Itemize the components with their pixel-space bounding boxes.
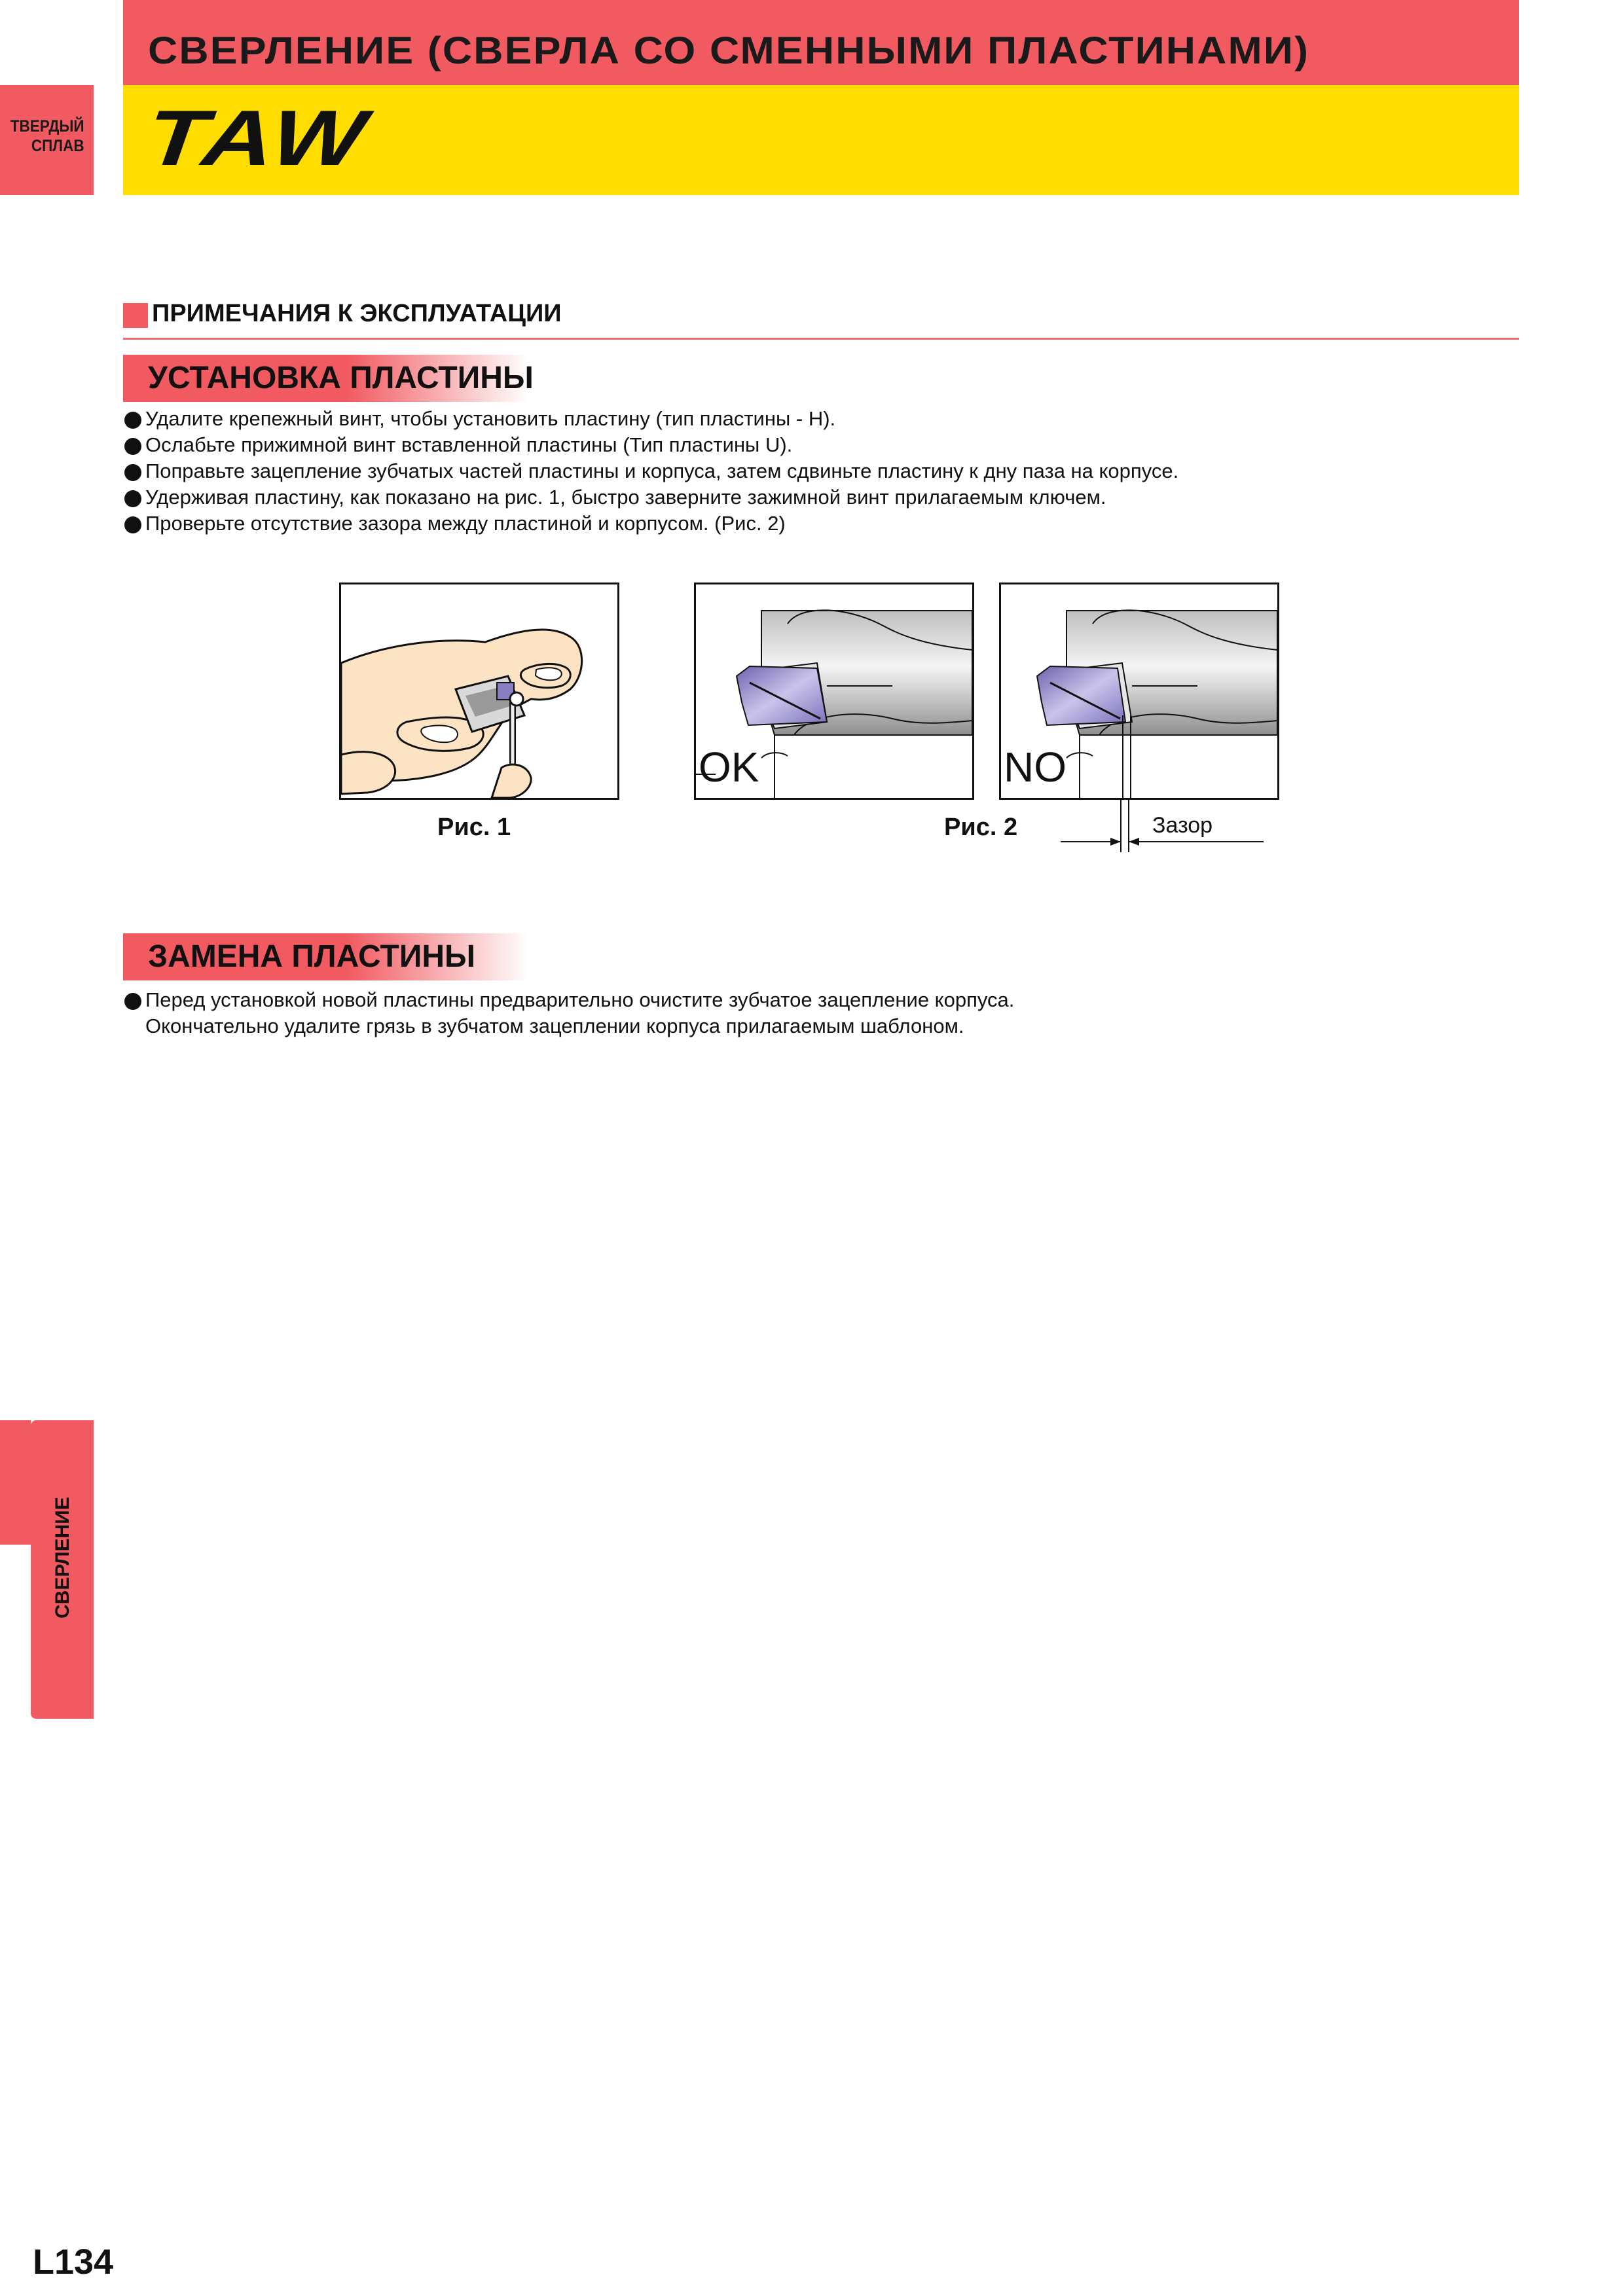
- gap-label: Зазор: [1152, 813, 1213, 838]
- step-text: Удалите крепежный винт, чтобы установить пластину (тип пластины - H).: [145, 407, 836, 430]
- list-item: [123, 511, 1178, 537]
- side-tab-notch: [0, 1420, 31, 1545]
- no-label: NO: [1004, 744, 1067, 791]
- side-tab-material[interactable]: [0, 85, 94, 195]
- side-tab-line2: СПЛАВ: [31, 137, 84, 155]
- step-text: Ослабьте прижимной винт вставленной пластины (Тип пластины U).: [145, 433, 793, 456]
- install-steps: [123, 406, 1178, 537]
- step-text: Удерживая пластину, как показано на рис. 1, быстро заверните зажимной винт прилагаемым ключем.: [145, 486, 1106, 509]
- step-text: Перед установкой новой пластины предварительно очистите зубчатое зацепление корпуса.: [145, 988, 1015, 1011]
- bullet-icon: [124, 490, 141, 507]
- install-heading: УСТАНОВКА ПЛАСТИНЫ: [148, 361, 534, 395]
- product-logo: TAW: [142, 94, 373, 182]
- side-tab-line1: ТВЕРДЫЙ: [10, 117, 84, 135]
- list-item: [123, 432, 1178, 458]
- replace-steps: [123, 987, 1014, 1013]
- hand-key-illustration: [341, 584, 617, 798]
- side-tab-drilling-label: СВЕРЛЕНИЕ: [52, 1497, 73, 1619]
- ok-label: OK: [699, 744, 759, 791]
- bullet-icon: [124, 516, 141, 533]
- section-marker: [123, 303, 148, 328]
- page-title: СВЕРЛЕНИЕ (СВЕРЛА СО СМЕННЫМИ ПЛАСТИНАМИ): [148, 29, 1310, 72]
- list-item: [123, 406, 1178, 432]
- list-item: [123, 458, 1178, 484]
- step-text: Поправьте зацепление зубчатых частей пластины и корпуса, затем сдвиньте пластину к дну паза на корпусе.: [145, 459, 1179, 482]
- figure-1-hand: [339, 583, 619, 800]
- list-item: [123, 484, 1178, 511]
- step-continuation: Окончательно удалите грязь в зубчатом зацеплении корпуса прилагаемым шаблоном.: [145, 1014, 964, 1037]
- figure-2-no: [999, 583, 1279, 800]
- figure-2-ok: [694, 583, 974, 800]
- page-number: L134: [33, 2242, 114, 2282]
- figure-2-caption: Рис. 2: [944, 814, 1018, 841]
- step-text: Проверьте отсутствие зазора между пластиной и корпусом. (Рис. 2): [145, 512, 786, 535]
- side-tab-material-label: [9, 117, 94, 156]
- replace-heading: ЗАМЕНА ПЛАСТИНЫ: [148, 939, 475, 974]
- bullet-icon: [124, 993, 141, 1010]
- figure-1-caption: Рис. 1: [437, 814, 511, 841]
- section-divider: [123, 338, 1519, 340]
- section-title: ПРИМЕЧАНИЯ К ЭКСПЛУАТАЦИИ: [152, 300, 562, 327]
- bullet-icon: [124, 438, 141, 455]
- list-item: [123, 987, 1014, 1013]
- bullet-icon: [124, 464, 141, 481]
- bullet-icon: [124, 412, 141, 429]
